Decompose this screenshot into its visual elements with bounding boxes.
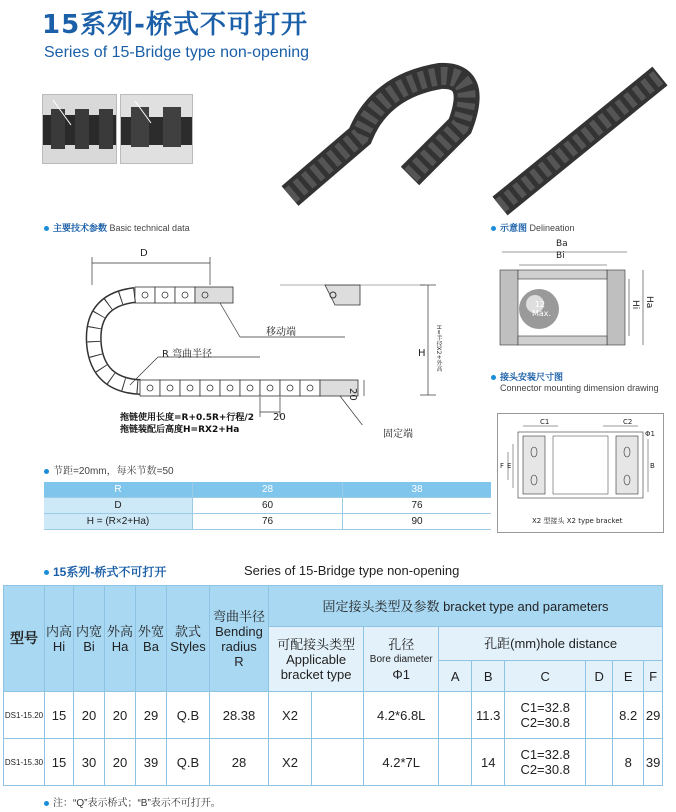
conn-b: B bbox=[650, 462, 655, 470]
delin-ball: 12 Max. bbox=[532, 300, 552, 318]
table-row bbox=[44, 498, 491, 514]
series-heading-cn: 15系列-桥式不可打开 bbox=[44, 563, 166, 580]
table-cell: 76 bbox=[193, 514, 343, 530]
conn-e: E bbox=[507, 462, 512, 470]
section-connector: 接头安装尺寸图 Connector mounting dimension drawing bbox=[491, 370, 659, 393]
page-subtitle: Series of 15-Bridge type non-opening bbox=[44, 44, 310, 61]
table-cell: 60 bbox=[193, 498, 343, 514]
spec-table bbox=[3, 585, 663, 786]
radius-table bbox=[44, 482, 491, 530]
table-cell: 28 bbox=[193, 482, 343, 498]
hole-dist-header: 孔距(mm)hole distance bbox=[439, 627, 663, 661]
series-heading-en: Series of 15-Bridge type non-opening bbox=[244, 563, 460, 578]
delin-ba: Ba bbox=[556, 239, 568, 249]
delineation-diagram bbox=[497, 240, 662, 355]
table-cell: R bbox=[44, 482, 193, 498]
dim-d-label: D bbox=[140, 248, 148, 259]
connector-drawing bbox=[497, 413, 664, 533]
table-cell: D bbox=[44, 498, 193, 514]
fixed-end-label: 固定端 bbox=[383, 429, 413, 440]
dim-20-vertical: 20 bbox=[347, 388, 358, 401]
table-row bbox=[44, 482, 491, 498]
col-model: 型号 bbox=[4, 586, 45, 692]
table-row: DS1-15.30 15 30 20 39 Q.B 28 X2 4.2*7L 14 C1=32.8 C2=30.8 8 39 bbox=[4, 739, 663, 786]
table-cell: 90 bbox=[343, 514, 492, 530]
page-title: 15系列-桥式不可打开 bbox=[42, 10, 308, 40]
table-row: DS1-15.20 15 20 20 29 Q.B 28.38 X2 4.2*6.8L 11.3 C1=32.8 C2=30.8 8.2 29 bbox=[4, 692, 663, 739]
delin-bi: Bi bbox=[556, 251, 565, 261]
photo-detail-1 bbox=[42, 94, 117, 164]
table-row: 型号 内高 Hi 内宽 Bi 外高 Ha 外宽 Ba 款式 Styles 弯曲半径 Bending radius R 固定接头类型及参数 bracket type and parameters bbox=[4, 586, 663, 627]
formula-block bbox=[120, 412, 254, 436]
conn-c2: C2 bbox=[623, 418, 633, 426]
table-cell: H = (R×2+Ha) bbox=[44, 514, 193, 530]
delin-ha: Ha bbox=[644, 296, 654, 309]
table-row bbox=[44, 514, 491, 530]
conn-phi: Φ1 bbox=[645, 430, 655, 438]
table-cell: 38 bbox=[343, 482, 492, 498]
conn-caption: X2 型接头 X2 type bracket bbox=[532, 517, 623, 525]
conn-c1: C1 bbox=[540, 418, 550, 426]
footnote: 注：“Q”表示桥式；“B”表示不可打开。 bbox=[44, 794, 221, 809]
delin-hi: Hi bbox=[630, 300, 640, 310]
drag-chain-image bbox=[270, 56, 670, 216]
table-row: 可配接头类型 Applicable bracket type 孔径 Bore diameter Φ1 孔距(mm)hole distance bbox=[4, 627, 663, 661]
bend-radius-label: R 弯曲半径 bbox=[162, 349, 213, 360]
moving-end-label: 移动端 bbox=[266, 327, 296, 338]
bracket-group-header: 固定接头类型及参数 bracket type and parameters bbox=[269, 586, 663, 627]
dim-h-label: H bbox=[418, 348, 426, 359]
pitch-note: 节距=20mm，每米节数=50 bbox=[44, 462, 174, 477]
formula-height: 拖链装配后高度H=RX2+Ha bbox=[120, 425, 240, 435]
table-cell: 76 bbox=[343, 498, 492, 514]
h-formula-vertical: H=半径X2+外高 bbox=[435, 325, 442, 372]
formula-length: 拖链使用长度=R+0.5R+行程/2 bbox=[120, 413, 254, 423]
conn-f: F bbox=[500, 462, 505, 470]
dim-20-horizontal: 20 bbox=[273, 412, 286, 423]
section-tech-data: 主要技术参数 Basic technical data bbox=[44, 221, 190, 234]
section-delineation: 示意图 Delineation bbox=[491, 221, 575, 234]
table-row: A B C D E F bbox=[4, 661, 663, 692]
photo-detail-2 bbox=[120, 94, 193, 164]
